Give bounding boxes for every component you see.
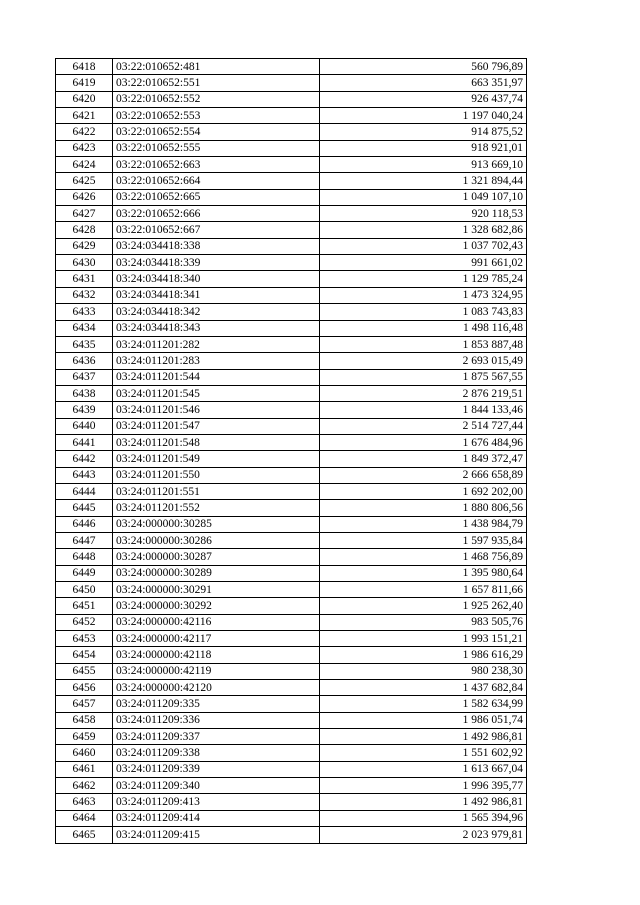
cadastral-number-cell: 03:22:010652:552 bbox=[113, 91, 320, 107]
cadastral-value-cell: 1 613 667,04 bbox=[320, 761, 527, 777]
cadastral-number-cell: 03:24:011201:544 bbox=[113, 369, 320, 385]
table-row bbox=[56, 451, 527, 467]
row-number-cell: 6430 bbox=[56, 255, 113, 271]
cadastral-number-cell: 03:24:034418:339 bbox=[113, 255, 320, 271]
cadastral-value-cell: 914 875,52 bbox=[320, 124, 527, 140]
table-row bbox=[56, 304, 527, 320]
cadastral-number-cell: 03:24:034418:341 bbox=[113, 287, 320, 303]
cadastral-number-cell: 03:22:010652:554 bbox=[113, 124, 320, 140]
cadastral-value-cell: 1 986 051,74 bbox=[320, 712, 527, 728]
row-number-cell: 6450 bbox=[56, 582, 113, 598]
cadastral-value-cell: 2 876 219,51 bbox=[320, 385, 527, 401]
row-number-cell: 6428 bbox=[56, 222, 113, 238]
cadastral-number-cell: 03:24:011209:339 bbox=[113, 761, 320, 777]
row-number-cell: 6448 bbox=[56, 549, 113, 565]
cadastral-number-cell: 03:24:000000:30286 bbox=[113, 532, 320, 548]
row-number-cell: 6426 bbox=[56, 189, 113, 205]
cadastral-value-cell: 1 049 107,10 bbox=[320, 189, 527, 205]
table-row bbox=[56, 385, 527, 401]
row-number-cell: 6443 bbox=[56, 467, 113, 483]
table-row bbox=[56, 369, 527, 385]
table-row bbox=[56, 810, 527, 826]
row-number-cell: 6424 bbox=[56, 157, 113, 173]
cadastral-value-cell: 918 921,01 bbox=[320, 140, 527, 156]
table-row bbox=[56, 761, 527, 777]
table-row bbox=[56, 516, 527, 532]
cadastral-value-cell: 983 505,76 bbox=[320, 614, 527, 630]
table-row bbox=[56, 598, 527, 614]
table-row bbox=[56, 173, 527, 189]
row-number-cell: 6439 bbox=[56, 402, 113, 418]
table-row bbox=[56, 140, 527, 156]
cadastral-value-cell: 1 498 116,48 bbox=[320, 320, 527, 336]
cadastral-value-cell: 1 129 785,24 bbox=[320, 271, 527, 287]
cadastral-value-cell: 1 849 372,47 bbox=[320, 451, 527, 467]
row-number-cell: 6447 bbox=[56, 532, 113, 548]
cadastral-number-cell: 03:24:011209:338 bbox=[113, 745, 320, 761]
cadastral-number-cell: 03:24:011201:548 bbox=[113, 434, 320, 450]
row-number-cell: 6435 bbox=[56, 336, 113, 352]
row-number-cell: 6427 bbox=[56, 206, 113, 222]
table-row bbox=[56, 532, 527, 548]
table-row bbox=[56, 467, 527, 483]
row-number-cell: 6464 bbox=[56, 810, 113, 826]
row-number-cell: 6463 bbox=[56, 794, 113, 810]
cadastral-value-cell: 1 395 980,64 bbox=[320, 565, 527, 581]
cadastral-value-cell: 2 514 727,44 bbox=[320, 418, 527, 434]
cadastral-value-cell: 1 844 133,46 bbox=[320, 402, 527, 418]
cadastral-number-cell: 03:22:010652:663 bbox=[113, 157, 320, 173]
cadastral-number-cell: 03:22:010652:666 bbox=[113, 206, 320, 222]
cadastral-number-cell: 03:24:011209:340 bbox=[113, 778, 320, 794]
table-row bbox=[56, 434, 527, 450]
row-number-cell: 6462 bbox=[56, 778, 113, 794]
cadastral-number-cell: 03:24:000000:30291 bbox=[113, 582, 320, 598]
cadastral-value-cell: 1 473 324,95 bbox=[320, 287, 527, 303]
cadastral-value-cell: 1 438 984,79 bbox=[320, 516, 527, 532]
cadastral-value-table bbox=[55, 58, 527, 844]
table-row bbox=[56, 255, 527, 271]
cadastral-value-cell: 1 328 682,86 bbox=[320, 222, 527, 238]
table-row bbox=[56, 189, 527, 205]
cadastral-value-cell: 1 692 202,00 bbox=[320, 483, 527, 499]
cadastral-value-cell: 920 118,53 bbox=[320, 206, 527, 222]
row-number-cell: 6451 bbox=[56, 598, 113, 614]
cadastral-number-cell: 03:24:011201:547 bbox=[113, 418, 320, 434]
table-row bbox=[56, 712, 527, 728]
cadastral-value-cell: 980 238,30 bbox=[320, 663, 527, 679]
cadastral-number-cell: 03:24:000000:42118 bbox=[113, 647, 320, 663]
cadastral-number-cell: 03:24:034418:338 bbox=[113, 238, 320, 254]
cadastral-value-cell: 1 996 395,77 bbox=[320, 778, 527, 794]
table-row bbox=[56, 402, 527, 418]
row-number-cell: 6442 bbox=[56, 451, 113, 467]
row-number-cell: 6420 bbox=[56, 91, 113, 107]
cadastral-value-cell: 560 796,89 bbox=[320, 59, 527, 75]
table-body bbox=[56, 59, 527, 844]
table-row bbox=[56, 565, 527, 581]
cadastral-value-cell: 1 492 986,81 bbox=[320, 729, 527, 745]
table-row bbox=[56, 483, 527, 499]
row-number-cell: 6452 bbox=[56, 614, 113, 630]
table-row bbox=[56, 582, 527, 598]
cadastral-number-cell: 03:22:010652:551 bbox=[113, 75, 320, 91]
cadastral-number-cell: 03:24:034418:340 bbox=[113, 271, 320, 287]
table-row bbox=[56, 91, 527, 107]
row-number-cell: 6437 bbox=[56, 369, 113, 385]
cadastral-value-cell: 1 853 887,48 bbox=[320, 336, 527, 352]
cadastral-number-cell: 03:24:011201:549 bbox=[113, 451, 320, 467]
cadastral-value-cell: 1 321 894,44 bbox=[320, 173, 527, 189]
cadastral-number-cell: 03:24:000000:30285 bbox=[113, 516, 320, 532]
row-number-cell: 6422 bbox=[56, 124, 113, 140]
cadastral-value-cell: 1 083 743,83 bbox=[320, 304, 527, 320]
cadastral-number-cell: 03:24:000000:42116 bbox=[113, 614, 320, 630]
table-row bbox=[56, 549, 527, 565]
cadastral-number-cell: 03:24:011209:413 bbox=[113, 794, 320, 810]
row-number-cell: 6446 bbox=[56, 516, 113, 532]
table-row bbox=[56, 647, 527, 663]
cadastral-value-cell: 1 565 394,96 bbox=[320, 810, 527, 826]
row-number-cell: 6423 bbox=[56, 140, 113, 156]
table-row bbox=[56, 336, 527, 352]
table-row bbox=[56, 59, 527, 75]
table-row bbox=[56, 75, 527, 91]
table-row bbox=[56, 206, 527, 222]
table-row bbox=[56, 614, 527, 630]
cadastral-number-cell: 03:24:011201:552 bbox=[113, 500, 320, 516]
cadastral-value-cell: 1 197 040,24 bbox=[320, 108, 527, 124]
cadastral-value-cell: 1 993 151,21 bbox=[320, 631, 527, 647]
table-row bbox=[56, 418, 527, 434]
cadastral-number-cell: 03:24:000000:30287 bbox=[113, 549, 320, 565]
row-number-cell: 6425 bbox=[56, 173, 113, 189]
table-row bbox=[56, 745, 527, 761]
table-row bbox=[56, 794, 527, 810]
cadastral-number-cell: 03:24:011201:550 bbox=[113, 467, 320, 483]
row-number-cell: 6444 bbox=[56, 483, 113, 499]
row-number-cell: 6459 bbox=[56, 729, 113, 745]
cadastral-number-cell: 03:24:000000:42120 bbox=[113, 680, 320, 696]
row-number-cell: 6445 bbox=[56, 500, 113, 516]
cadastral-value-cell: 1 437 682,84 bbox=[320, 680, 527, 696]
table-row bbox=[56, 108, 527, 124]
row-number-cell: 6460 bbox=[56, 745, 113, 761]
row-number-cell: 6436 bbox=[56, 353, 113, 369]
cadastral-value-cell: 1 986 616,29 bbox=[320, 647, 527, 663]
row-number-cell: 6434 bbox=[56, 320, 113, 336]
row-number-cell: 6454 bbox=[56, 647, 113, 663]
table-row bbox=[56, 778, 527, 794]
cadastral-number-cell: 03:22:010652:555 bbox=[113, 140, 320, 156]
cadastral-number-cell: 03:24:011201:551 bbox=[113, 483, 320, 499]
cadastral-value-cell: 913 669,10 bbox=[320, 157, 527, 173]
cadastral-number-cell: 03:24:011209:337 bbox=[113, 729, 320, 745]
row-number-cell: 6458 bbox=[56, 712, 113, 728]
cadastral-number-cell: 03:24:000000:30289 bbox=[113, 565, 320, 581]
row-number-cell: 6419 bbox=[56, 75, 113, 91]
row-number-cell: 6461 bbox=[56, 761, 113, 777]
row-number-cell: 6429 bbox=[56, 238, 113, 254]
row-number-cell: 6455 bbox=[56, 663, 113, 679]
cadastral-number-cell: 03:24:034418:343 bbox=[113, 320, 320, 336]
row-number-cell: 6421 bbox=[56, 108, 113, 124]
cadastral-value-cell: 1 875 567,55 bbox=[320, 369, 527, 385]
cadastral-value-cell: 1 551 602,92 bbox=[320, 745, 527, 761]
cadastral-value-cell: 1 880 806,56 bbox=[320, 500, 527, 516]
table-row bbox=[56, 320, 527, 336]
cadastral-number-cell: 03:24:011209:335 bbox=[113, 696, 320, 712]
table-row bbox=[56, 696, 527, 712]
table-row bbox=[56, 238, 527, 254]
cadastral-value-cell: 1 657 811,66 bbox=[320, 582, 527, 598]
table-row bbox=[56, 663, 527, 679]
cadastral-number-cell: 03:24:011209:415 bbox=[113, 827, 320, 843]
cadastral-value-cell: 1 925 262,40 bbox=[320, 598, 527, 614]
cadastral-number-cell: 03:22:010652:667 bbox=[113, 222, 320, 238]
cadastral-value-cell: 2 693 015,49 bbox=[320, 353, 527, 369]
table-row bbox=[56, 287, 527, 303]
cadastral-number-cell: 03:24:000000:42117 bbox=[113, 631, 320, 647]
row-number-cell: 6431 bbox=[56, 271, 113, 287]
cadastral-number-cell: 03:22:010652:553 bbox=[113, 108, 320, 124]
row-number-cell: 6453 bbox=[56, 631, 113, 647]
row-number-cell: 6456 bbox=[56, 680, 113, 696]
row-number-cell: 6449 bbox=[56, 565, 113, 581]
table-row bbox=[56, 680, 527, 696]
cadastral-value-cell: 2 666 658,89 bbox=[320, 467, 527, 483]
table-row bbox=[56, 271, 527, 287]
table-row bbox=[56, 631, 527, 647]
cadastral-value-cell: 1 468 756,89 bbox=[320, 549, 527, 565]
cadastral-value-cell: 1 037 702,43 bbox=[320, 238, 527, 254]
row-number-cell: 6457 bbox=[56, 696, 113, 712]
cadastral-number-cell: 03:24:011209:336 bbox=[113, 712, 320, 728]
table-row bbox=[56, 124, 527, 140]
table-row bbox=[56, 827, 527, 843]
cadastral-value-cell: 926 437,74 bbox=[320, 91, 527, 107]
row-number-cell: 6433 bbox=[56, 304, 113, 320]
cadastral-number-cell: 03:24:000000:30292 bbox=[113, 598, 320, 614]
cadastral-number-cell: 03:22:010652:481 bbox=[113, 59, 320, 75]
cadastral-number-cell: 03:24:034418:342 bbox=[113, 304, 320, 320]
cadastral-value-cell: 1 597 935,84 bbox=[320, 532, 527, 548]
table-row bbox=[56, 729, 527, 745]
row-number-cell: 6438 bbox=[56, 385, 113, 401]
cadastral-number-cell: 03:24:011209:414 bbox=[113, 810, 320, 826]
cadastral-number-cell: 03:22:010652:664 bbox=[113, 173, 320, 189]
table-row bbox=[56, 222, 527, 238]
cadastral-number-cell: 03:24:000000:42119 bbox=[113, 663, 320, 679]
table-row bbox=[56, 157, 527, 173]
row-number-cell: 6418 bbox=[56, 59, 113, 75]
row-number-cell: 6465 bbox=[56, 827, 113, 843]
cadastral-value-cell: 1 582 634,99 bbox=[320, 696, 527, 712]
cadastral-number-cell: 03:24:011201:283 bbox=[113, 353, 320, 369]
row-number-cell: 6440 bbox=[56, 418, 113, 434]
table-row bbox=[56, 353, 527, 369]
cadastral-value-cell: 1 492 986,81 bbox=[320, 794, 527, 810]
cadastral-number-cell: 03:22:010652:665 bbox=[113, 189, 320, 205]
cadastral-value-cell: 1 676 484,96 bbox=[320, 434, 527, 450]
table-row bbox=[56, 500, 527, 516]
cadastral-number-cell: 03:24:011201:545 bbox=[113, 385, 320, 401]
cadastral-value-cell: 991 661,02 bbox=[320, 255, 527, 271]
row-number-cell: 6432 bbox=[56, 287, 113, 303]
cadastral-number-cell: 03:24:011201:546 bbox=[113, 402, 320, 418]
cadastral-value-cell: 2 023 979,81 bbox=[320, 827, 527, 843]
row-number-cell: 6441 bbox=[56, 434, 113, 450]
cadastral-value-cell: 663 351,97 bbox=[320, 75, 527, 91]
cadastral-number-cell: 03:24:011201:282 bbox=[113, 336, 320, 352]
